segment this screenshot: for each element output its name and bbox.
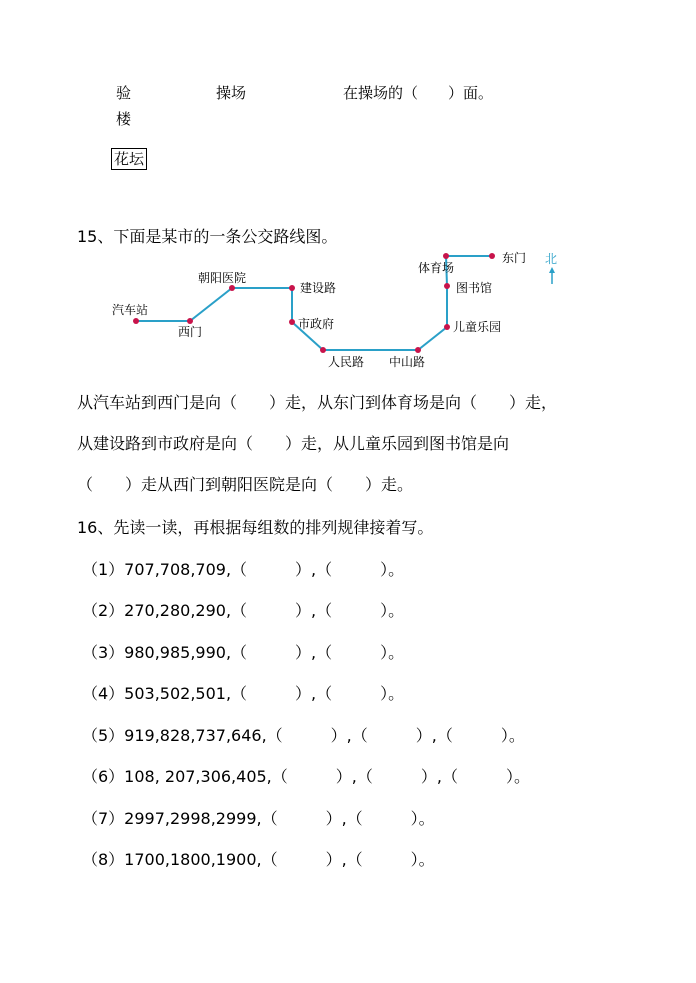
q15-title: 15、下面是某市的一条公交路线图。 [77,227,338,246]
q16-item-3: （3）980,985,990,（ ）,（ ）。 [82,643,405,662]
q16-item-2: （2）270,280,290,（ ）,（ ）。 [82,601,405,620]
q15-line-1: 从汽车站到西门是向（ ）走，从东门到体育场是向（ ）走， [77,393,558,412]
label-bus-station: 汽车站 [112,303,149,317]
stop-east-gate [489,253,495,259]
label-zhongshan-road: 中山路 [389,355,426,369]
stop-west-gate [187,318,193,324]
label-west-gate: 西门 [178,325,203,339]
direction-question: 在操场的（ ）面。 [343,84,494,102]
q15-line-2: 从建设路到市政府是向（ ）走，从儿童乐园到图书馆是向 [77,434,510,453]
stop-chaoyang-hospital [229,285,235,291]
stop-stadium [443,253,449,259]
q16-title: 16、先读一读，再根据每组数的排列规律接着写。 [77,518,434,537]
label-library: 图书馆 [456,281,493,295]
lab-building-label-1: 验 [116,84,132,102]
stop-zhongshan-road [415,347,421,353]
lab-building-label-2: 楼 [116,110,132,128]
stop-library [444,283,450,289]
stop-renmin-road [320,347,326,353]
label-renmin-road: 人民路 [328,355,365,369]
q16-item-1: （1）707,708,709,（ ）,（ ）。 [82,560,405,579]
label-childrens-park: 儿童乐园 [453,320,502,334]
label-stadium: 体育场 [418,261,455,275]
label-chaoyang-hospital: 朝阳医院 [198,271,247,285]
flower-bed-box: 花坛 [111,148,147,170]
north-label: 北 [545,252,558,266]
label-city-hall: 市政府 [298,317,335,331]
q16-item-5: （5）919,828,737,646,（ ）,（ ）,（ ）。 [82,726,525,745]
q16-item-6: （6）108, 207,306,405,（ ）,（ ）,（ ）。 [82,767,530,786]
label-east-gate: 东门 [502,251,527,265]
label-jianshe-road: 建设路 [300,281,337,295]
q16-item-4: （4）503,502,501,（ ）,（ ）。 [82,684,405,703]
stop-bus-station [133,318,139,324]
q16-item-8: （8）1700,1800,1900,（ ）,（ ）。 [82,850,435,869]
stop-jianshe-road [289,285,295,291]
playground-label: 操场 [216,84,247,102]
stop-childrens-park [444,324,450,330]
stop-city-hall [289,319,295,325]
q15-line-3: （ ）走从西门到朝阳医院是向（ ）走。 [77,475,414,494]
q16-item-7: （7）2997,2998,2999,（ ）,（ ）。 [82,809,435,828]
north-arrow-icon [549,267,555,284]
